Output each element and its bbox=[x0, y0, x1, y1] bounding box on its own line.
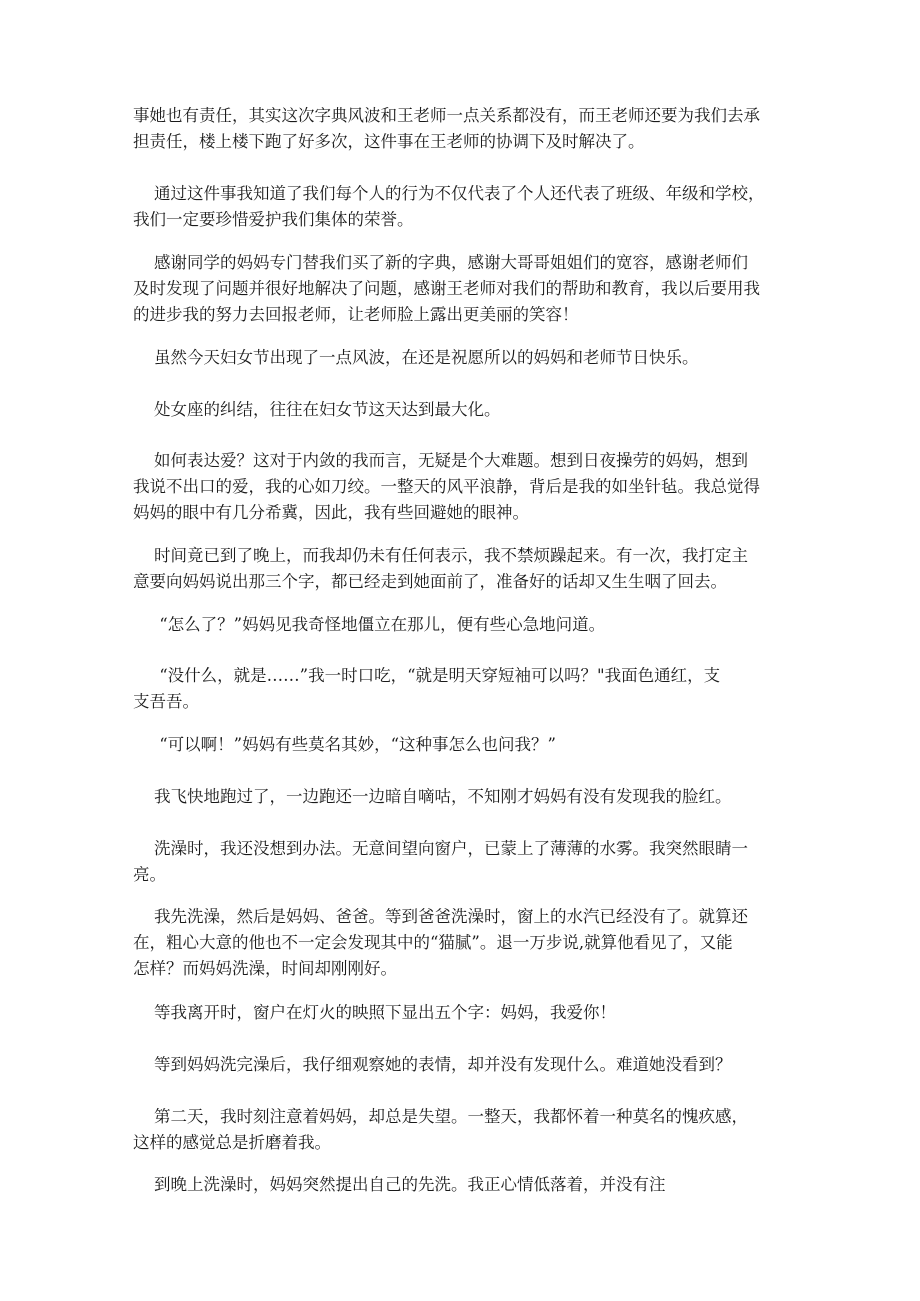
paragraph-8: “怎么了？”妈妈见我奇怪地僵立在那儿，便有些心急地问道。 bbox=[133, 615, 606, 634]
paragraph-16: 第二天，我时刻注意着妈妈，却总是失望。一整天，我都怀着一种莫名的愧疚感， 这样的感觉总是折磨着我。 bbox=[133, 1107, 748, 1152]
paragraph-14: 等我离开时，窗户在灯火的映照下显出五个字：妈妈，我爱你！ bbox=[133, 1003, 616, 1022]
paragraph-10: “可以啊！”妈妈有些莫名其妙，“这种事怎么也问我？” bbox=[133, 735, 556, 754]
paragraph-15: 等到妈妈洗完澡后，我仔细观察她的表情，却并没有发现什么。难道她没看到？ bbox=[133, 1055, 732, 1074]
paragraph-4: 虽然今天妇女节出现了一点风波，在还是祝愿所以的妈妈和老师节日快乐。 bbox=[133, 348, 699, 367]
paragraph-7: 时间竟已到了晚上，而我却仍未有任何表示，我不禁烦躁起来。有一次，我打定主 意要向妈妈说出那三个字，都已经走到她面前了，准备好的话却又生生咽了回去。 bbox=[133, 546, 748, 591]
paragraph-2: 通过这件事我知道了我们每个人的行为不仅代表了个人还代表了班级、年级和学校， 我们一定要珍惜爱护我们集体的荣誉。 bbox=[133, 184, 765, 229]
paragraph-13: 我先洗澡，然后是妈妈、爸爸。等到爸爸洗澡时，窗上的水汽已经没有了。就算还 在，粗心大意的他也不一定会发现其中的“猫腻”。退一万步说,就算他看见了，又能 怎样？而妈妈洗澡，时间却刚刚好。 bbox=[133, 907, 748, 978]
paragraph-5: 处女座的纠结，往往在妇女节这天达到最大化。 bbox=[133, 400, 501, 419]
paragraph-6: 如何表达爱？这对于内敛的我而言，无疑是个大难题。想到日夜操劳的妈妈，想到 我说不出口的爱，我的心如刀绞。一整天的风平浪静，背后是我的如坐针毡。我总觉得 妈妈的眼中有几分希冀，因此，我有些回避她的眼神。 bbox=[133, 451, 760, 522]
paragraph-1: 事她也有责任，其实这次字典风波和王老师一点关系都没有，而王老师还要为我们去承 担责任，楼上楼下跑了好多次，这件事在王老师的协调下及时解决了。 bbox=[133, 106, 760, 151]
paragraph-12: 洗澡时，我还没想到办法。无意间望向窗户，已蒙上了薄薄的水雾。我突然眼睛一 亮。 bbox=[133, 839, 748, 884]
paragraph-17: 到晚上洗澡时，妈妈突然提出自己的先洗。我正心情低落着，并没有注 bbox=[133, 1175, 666, 1194]
paragraph-9: “没什么，就是……”我一时口吃，“就是明天穿短袖可以吗？"我面色通红，支 支吾吾。 bbox=[133, 666, 721, 711]
paragraph-3: 感谢同学的妈妈专门替我们买了新的字典，感谢大哥哥姐姐们的宽容，感谢老师们 及时发现了问题并很好地解决了问题，感谢王老师对我们的帮助和教育，我以后要用我 的进步我的努力去回报老师，让老师脸上露出更美丽的笑容！ bbox=[133, 253, 760, 324]
paragraph-11: 我飞快地跑过了，一边跑还一边暗自嘀咕，不知刚才妈妈有没有发现我的脸红。 bbox=[133, 787, 732, 806]
